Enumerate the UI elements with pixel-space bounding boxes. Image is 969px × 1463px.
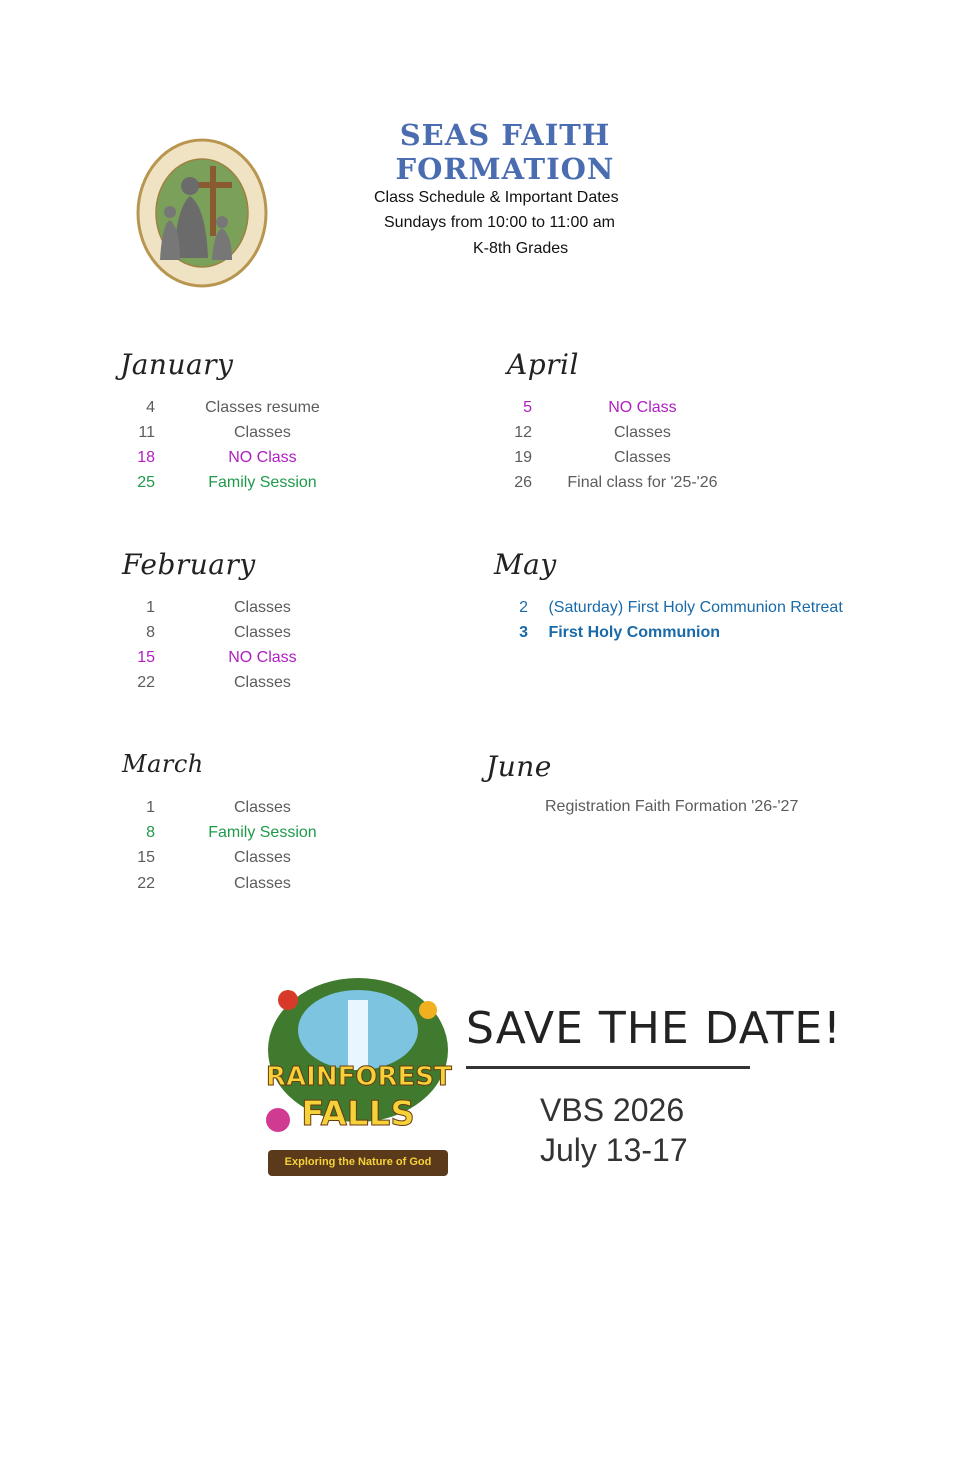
event-description: Classes [234, 624, 291, 641]
rainforest-falls-logo [258, 970, 458, 1182]
event-description: Classes [234, 599, 291, 616]
list-item [488, 624, 720, 642]
day-number: 15 [137, 649, 155, 666]
event-description: NO Class [228, 649, 297, 666]
list-item [115, 875, 347, 893]
grades-subtitle: K-8th Grades [473, 240, 569, 257]
event-description: First Holy Communion [548, 624, 721, 641]
vbs-event-info [540, 1090, 688, 1170]
event-description: NO Class [228, 449, 297, 466]
event-description: Classes [614, 449, 671, 466]
event-description: Classes resume [205, 399, 320, 416]
vbs-event-dates: July 13-17 [540, 1132, 688, 1168]
list-item [115, 849, 347, 867]
list-item [115, 424, 347, 442]
month-heading-march: March [122, 750, 204, 778]
event-description: Classes [234, 799, 291, 816]
event-description: Classes [234, 674, 291, 691]
day-number: 8 [146, 624, 155, 641]
list-item [115, 474, 347, 492]
day-number: 18 [137, 449, 155, 466]
list-item [492, 449, 728, 467]
month-heading-may: May [494, 548, 557, 581]
list-item [115, 624, 347, 642]
list-item [545, 798, 798, 816]
day-number: 25 [137, 474, 155, 491]
vbs-event-name: VBS 2026 [540, 1092, 685, 1128]
church-seal-logo [136, 138, 268, 288]
day-number: 26 [514, 474, 532, 491]
event-description: Family Session [208, 824, 317, 841]
list-item [115, 799, 347, 817]
list-item [492, 474, 728, 492]
day-number: 3 [519, 624, 528, 641]
day-number: 1 [146, 799, 155, 816]
divider [466, 1066, 750, 1069]
list-item [115, 674, 347, 692]
event-description: (Saturday) First Holy Communion Retreat [548, 599, 843, 616]
day-number: 11 [138, 424, 155, 441]
day-number: 19 [514, 449, 532, 466]
day-number: 8 [146, 824, 155, 841]
list-item [492, 424, 728, 442]
event-description: NO Class [608, 399, 677, 416]
event-description: Classes [614, 424, 671, 441]
month-heading-april: April [507, 348, 579, 381]
day-number: 15 [137, 849, 155, 866]
event-description: Classes [234, 849, 291, 866]
month-heading-june: June [486, 750, 552, 783]
day-number: 22 [137, 875, 155, 892]
list-item [115, 824, 347, 842]
list-item [488, 599, 843, 617]
vbs-tagline: Exploring the Nature of God [284, 1156, 432, 1168]
list-item [492, 399, 728, 417]
event-description: Classes [234, 875, 291, 892]
vbs-logo-line2: FALLS [301, 1094, 415, 1134]
day-number: 22 [137, 674, 155, 691]
list-item [115, 649, 347, 667]
day-number: 5 [523, 399, 532, 416]
month-heading-february: February [122, 548, 256, 581]
event-description: Classes [234, 424, 291, 441]
time-subtitle: Sundays from 10:00 to 11:00 am [384, 214, 615, 231]
event-description: Final class for '25-'26 [567, 474, 718, 491]
event-description: Registration Faith Formation '26-'27 [545, 798, 799, 815]
list-item [115, 599, 347, 617]
page-title: SEAS FAITH FORMATION [395, 118, 615, 186]
day-number: 2 [519, 599, 528, 616]
vbs-logo-line1: RAINFOREST [266, 1062, 452, 1092]
day-number: 12 [514, 424, 532, 441]
day-number: 4 [146, 399, 155, 416]
month-heading-january: January [120, 348, 234, 381]
schedule-subtitle: Class Schedule & Important Dates [374, 189, 619, 206]
day-number: 1 [146, 599, 155, 616]
list-item [115, 399, 347, 417]
save-the-date-heading: SAVE THE DATE! [466, 1003, 842, 1054]
list-item [115, 449, 347, 467]
event-description: Family Session [208, 474, 317, 491]
